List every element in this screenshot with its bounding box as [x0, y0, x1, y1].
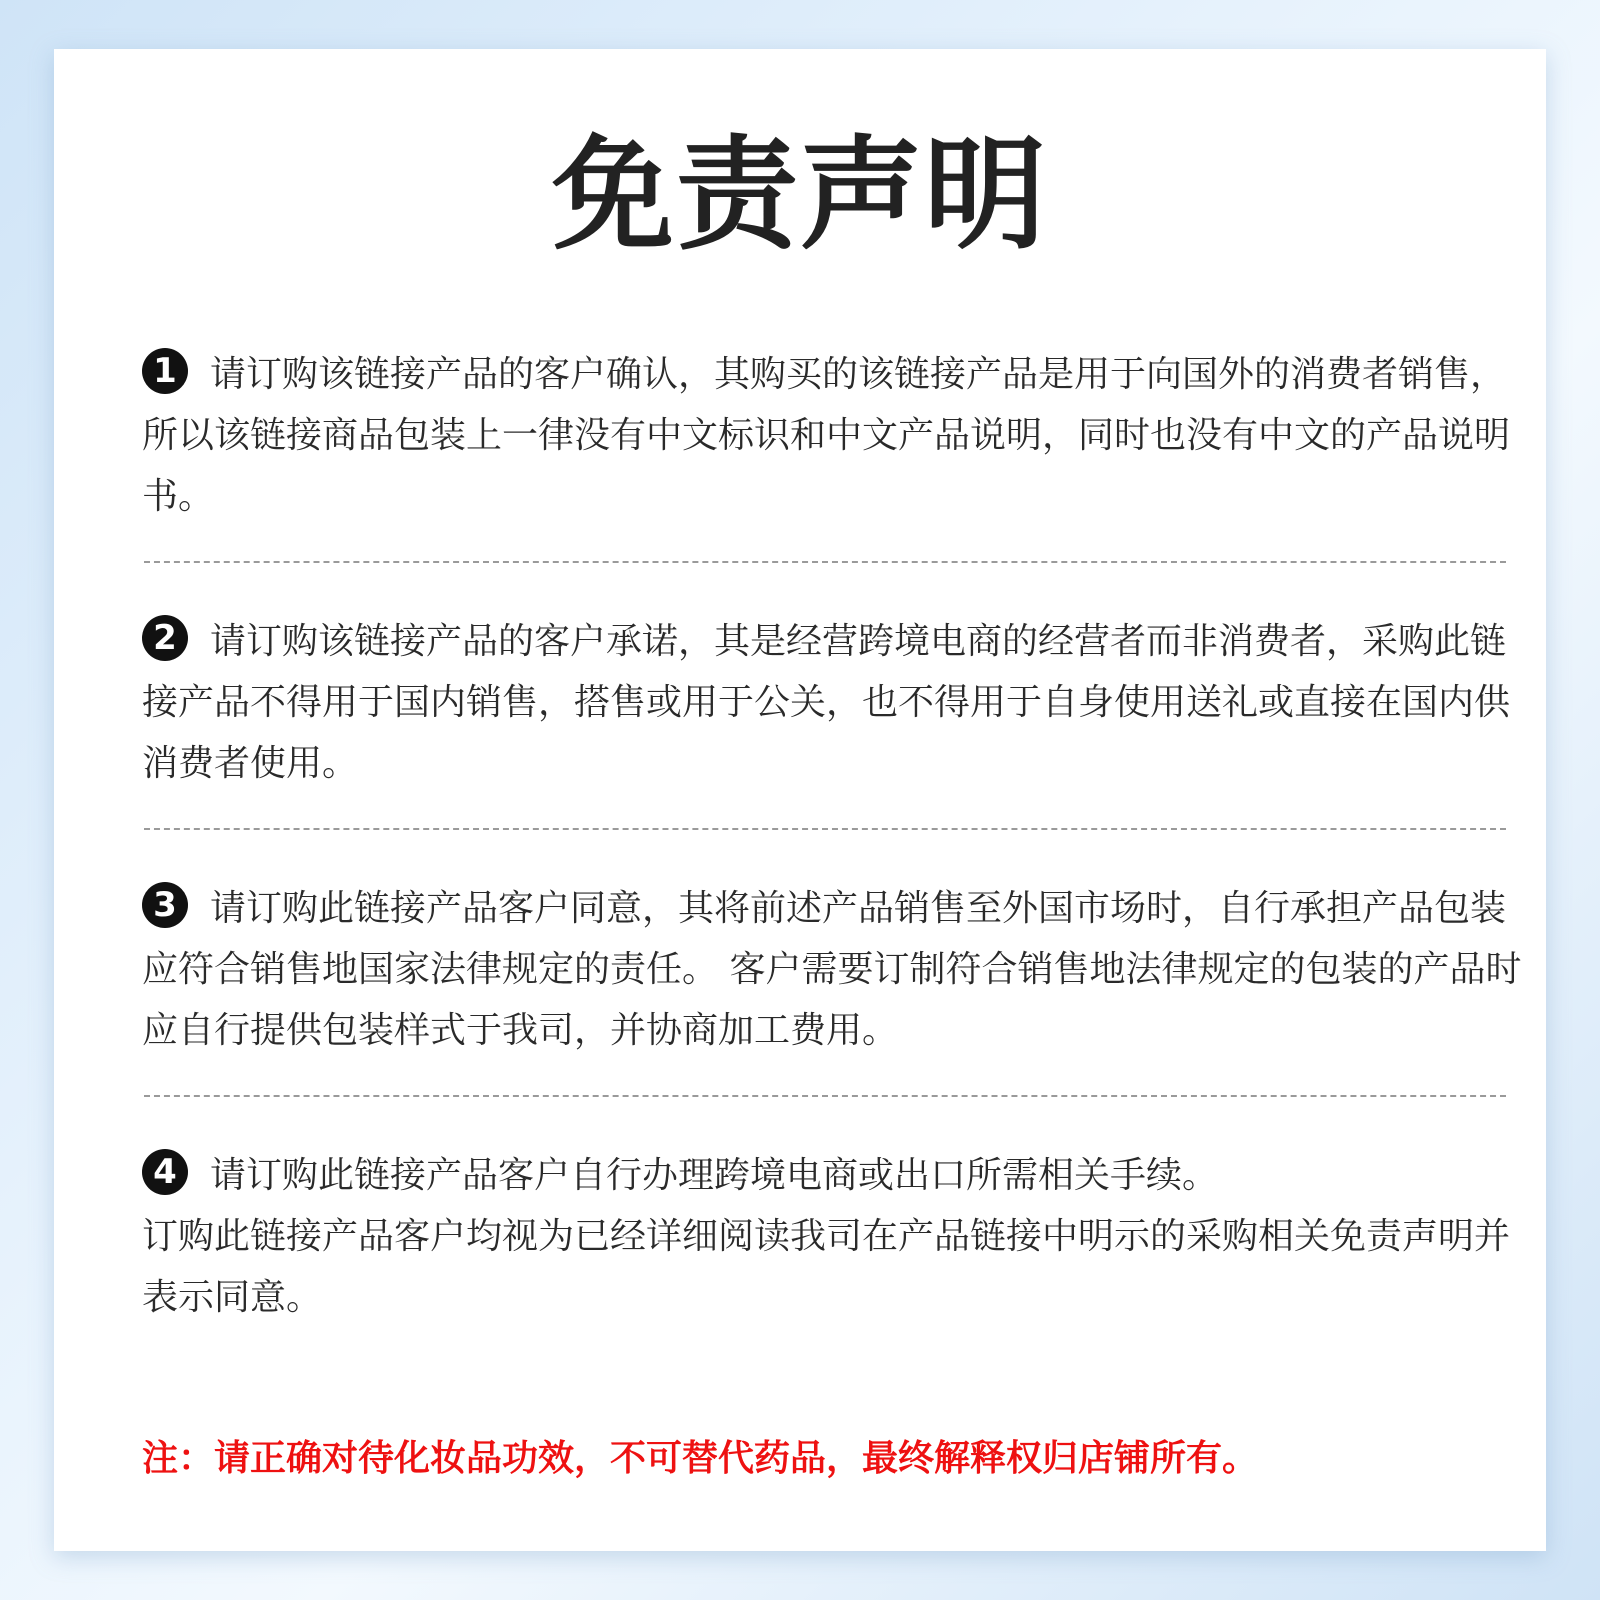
- disclaimer-card: [54, 49, 1546, 1551]
- section-3-text: 请订购此链接产品客户同意，其将前述产品销售至外国市场时，自行承担产品包装应符合销售地国家法律规定的责任。 客户需要订制符合销售地法律规定的包装的产品时应自行提供包装样式于我司，并协商加工费用。: [142, 888, 1522, 1051]
- dashed-divider-3: [144, 1095, 1506, 1097]
- page-title: 免责声明: [552, 124, 1048, 266]
- disclaimer-section-4: [142, 1145, 1522, 1328]
- section-4-text: 请订购此链接产品客户自行办理跨境电商或出口所需相关手续。: [210, 1155, 1219, 1196]
- red-note: 注：请正确对待化妆品功效，不可替代药品，最终解释权归店铺所有。: [142, 1438, 1259, 1479]
- section-2-text: 请订购该链接产品的客户承诺，其是经营跨境电商的经营者而非消费者，采购此链接产品不得用于国内销售，搭售或用于公关，也不得用于自身使用送礼或直接在国内供消费者使用。: [142, 621, 1511, 784]
- number-badge-2: 2: [142, 615, 188, 661]
- section-1-text: 请订购该链接产品的客户确认，其购买的该链接产品是用于向国外的消费者销售，所以该链接商品包装上一律没有中文标识和中文产品说明，同时也没有中文的产品说明书。: [142, 354, 1511, 517]
- number-badge-4: 4: [142, 1149, 188, 1195]
- disclaimer-section-2: [142, 611, 1522, 794]
- disclaimer-section-3: [142, 878, 1522, 1061]
- number-badge-1: 1: [142, 348, 188, 394]
- number-badge-3: 3: [142, 882, 188, 928]
- dashed-divider-1: [144, 561, 1506, 563]
- section-4-extra-text: 订购此链接产品客户均视为已经详细阅读我司在产品链接中明示的采购相关免责声明并表示同意。: [142, 1216, 1511, 1318]
- disclaimer-section-1: [142, 344, 1522, 527]
- dashed-divider-2: [144, 828, 1506, 830]
